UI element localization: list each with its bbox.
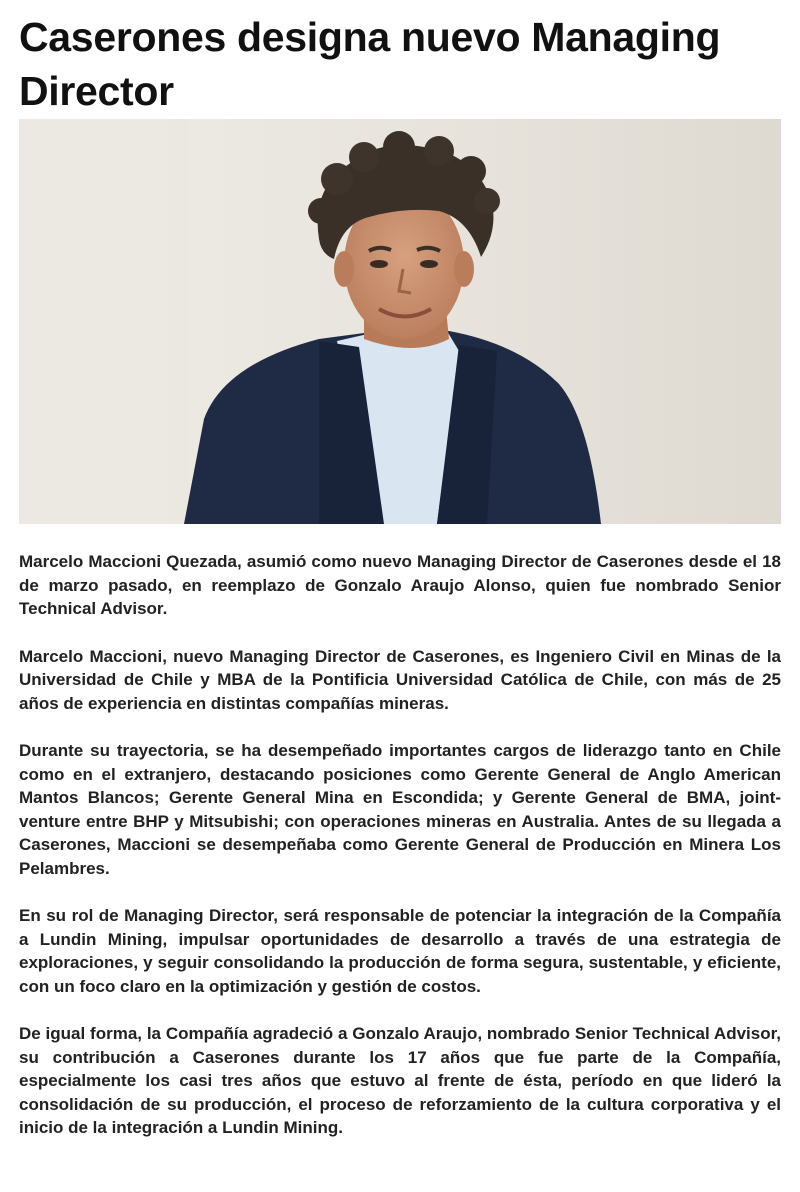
ear-right bbox=[454, 251, 474, 287]
portrait-photo bbox=[19, 119, 781, 524]
paragraph: De igual forma, la Compañía agradeció a Gonzalo Araujo, nombrado Senior Technical Advisor, su contribución a Caserones durante los 17 años que fue parte de la Compañía, especialmente los casi tres años que estuvo al frente de ésta, período en que lideró la consolidación de su producción, el proceso de reforzamiento de la cultura corporativa y el inicio de la integración a Lundin Mining. bbox=[19, 1024, 781, 1137]
paragraph: Marcelo Maccioni, nuevo Managing Director de Caserones, es Ingeniero Civil en Minas de la Universidad de Chile y MBA de la Pontificia Universidad Católica de Chile, con más de 25 años de experiencia en distintas compañías mineras. bbox=[19, 646, 781, 713]
portrait-photo-icon bbox=[19, 119, 781, 524]
paragraph: Marcelo Maccioni Quezada, asumió como nuevo Managing Director de Caserones desde el 18 de marzo pasado, en reemplazo de Gonzalo Araujo Alonso, quien fue nombrado Senior Technical Advisor. bbox=[19, 552, 781, 618]
paragraph: En su rol de Managing Director, será responsable de potenciar la integración de la Compañía a Lundin Mining, impulsar oportunidades de desarrollo a través de una estrategia de exploraciones, y seguir consolidando la producción de forma segura, sustentable, y eficiente, con un foco claro en la optimización y gestión de costos. bbox=[19, 906, 781, 996]
article-title: Caserones designa nuevo Managing Director bbox=[19, 14, 721, 114]
paragraph: Durante su trayectoria, se ha desempeñado importantes cargos de liderazgo tanto en Chile como en el extranjero, destacando posiciones como Gerente General de Anglo American Mantos Blancos; Gerente General Mina en Escondida; y Gerente General de BMA, joint-venture entre BHP y Mitsubishi; con operaciones mineras en Australia. Antes de su llegada a Caserones, Maccioni se desempeñaba como Gerente General de Producción en Minera Los Pelambres. bbox=[19, 741, 781, 878]
wall-edge bbox=[19, 119, 189, 524]
ear-left bbox=[334, 251, 354, 287]
article-body bbox=[19, 550, 781, 1164]
